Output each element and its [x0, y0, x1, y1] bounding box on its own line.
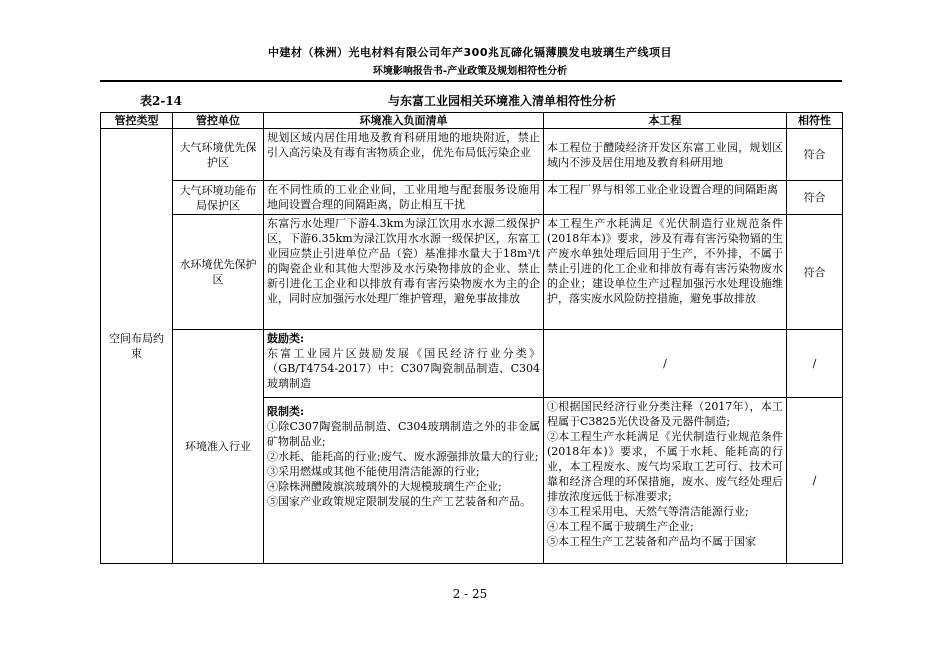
unit-cell: 大气环境优先保护区	[173, 129, 264, 181]
restrict-project-cell	[544, 398, 787, 564]
report-header-subtitle: 环境影响报告书-产业政策及规划相符性分析	[372, 66, 568, 77]
encourage-title: 鼓励类:	[267, 332, 305, 345]
project-cell: 本工程厂界与相邻工业企业设置合理的间隔距离	[544, 181, 787, 215]
page-number: 2 - 25	[452, 587, 488, 601]
restrict-cell	[264, 398, 544, 564]
report-header-title: 中建材（株洲）光电材料有限公司年产300兆瓦碲化镉薄膜发电玻璃生产线项目	[268, 46, 672, 59]
compliance-cell: 符合	[787, 215, 843, 330]
table-title: 与东富工业园相关环境准入清单相符性分析	[387, 94, 616, 108]
table-row	[101, 215, 843, 330]
table-row	[101, 330, 843, 398]
col-header-compliance: 相符性	[787, 113, 843, 129]
restrict-title: 限制类:	[267, 405, 305, 418]
compliance-table	[100, 112, 843, 564]
restrict-project-item: ③本工程采用电、天然气等清洁能源行业;	[547, 505, 749, 518]
unit-cell: 大气环境功能布局保护区	[173, 181, 264, 215]
compliance-cell: 符合	[787, 181, 843, 215]
project-cell: 本工程位于醴陵经济开发区东富工业园，规划区域内不涉及居住用地及教育科研用地	[544, 129, 787, 181]
restrict-project-item: ②本工程生产水耗满足《光伏制造行业规范条件(2018年本)》要求，不属于水耗、能耗高的行业，本工程废水、废气均采取工艺可行、技术可靠和经济合理的环保措施，废水、废气经处理后排放浓度远低于标准要求;	[547, 430, 783, 503]
restrict-item: ④除株洲醴陵旗滨玻璃外的大规模玻璃生产企业;	[267, 480, 502, 493]
table-row	[101, 181, 843, 215]
restrict-item: ⑤国家产业政策规定限制发展的生产工艺装备和产品。	[267, 495, 531, 508]
negative-list-cell: 规划区域内居住用地及教育科研用地的地块附近，禁止引入高污染及有毒有害物质企业，优先布局低污染企业	[264, 129, 544, 181]
negative-list-cell: 东富污水处理厂下游4.3km为渌江饮用水水源二级保护区，下游6.35km为渌江饮用水水源一级保护区，东富工业园应禁止引进单位产品（瓷）基准排水量大于18m³/t的陶瓷企业和其他大型涉及水污染物排放的企业、禁止新引进化工企业和以排放有毒有害污染物废水为主的企业，同时应加强污水处理厂维护管理，避免事故排放	[264, 215, 544, 330]
project-cell: 本工程生产水耗满足《光伏制造行业规范条件(2018年本)》要求，涉及有毒有害污染物镉的生产废水单独处理后回用于生产，不外排，不属于禁止引进的化工企业和排放有毒有害污染物废水的企业；建设单位生产过程加强污水处理设施维护，落实废水风险防控措施，避免事故排放	[544, 215, 787, 330]
compliance-cell: 符合	[787, 129, 843, 181]
header-rule	[100, 80, 842, 82]
restrict-item: ②水耗、能耗高的行业;废气、废水源强排放量大的行业;	[267, 450, 539, 463]
col-header-negative-list: 环境准入负面清单	[264, 113, 544, 129]
table-label: 表2-14	[140, 94, 183, 108]
restrict-project-item: ①根据国民经济行业分类注释（2017年），本工程属于C3825光伏设备及元器件制造;	[547, 400, 783, 428]
restrict-project-item: ④本工程不属于玻璃生产企业;	[547, 520, 694, 533]
encourage-cell	[264, 330, 544, 398]
compliance-cell: /	[787, 398, 843, 564]
restrict-item: ③采用燃煤或其他不能使用清洁能源的行业;	[267, 465, 480, 478]
col-header-project: 本工程	[544, 113, 787, 129]
negative-list-cell: 在不同性质的工业企业间，工业用地与配套服务设施用地间设置合理的间隔距离，防止相互干扰	[264, 181, 544, 215]
restrict-item: ①除C307陶瓷制品制造、C304玻璃制造之外的非金属矿物制品业;	[267, 420, 540, 448]
compliance-cell: /	[787, 330, 843, 398]
unit-cell: 水环境优先保护区	[173, 215, 264, 330]
col-header-control-unit: 管控单位	[173, 113, 264, 129]
control-type-cell: 空间布局约束	[101, 129, 173, 564]
restrict-project-item: ⑤本工程生产工艺装备和产品均不属于国家	[547, 535, 756, 548]
project-cell: /	[544, 330, 787, 398]
table-header-row	[101, 113, 843, 129]
encourage-text: 东富工业园片区鼓励发展《国民经济行业分类》（GB/T4754-2017）中：C307陶瓷制品制造、C304玻璃制造	[267, 347, 540, 390]
col-header-control-type: 管控类型	[101, 113, 173, 129]
unit-cell: 环境准入行业	[173, 330, 264, 564]
table-row	[101, 129, 843, 181]
